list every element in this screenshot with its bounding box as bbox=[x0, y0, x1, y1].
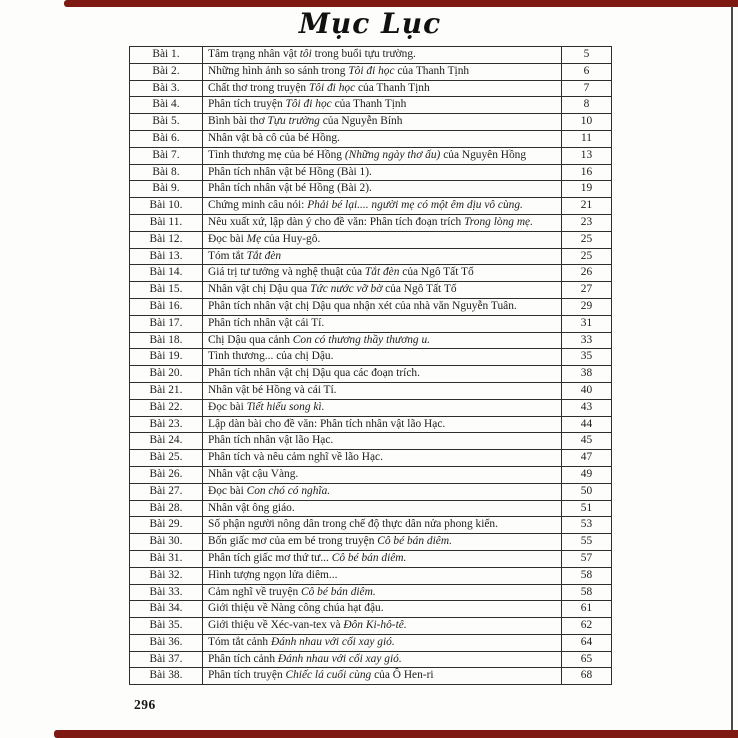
title-text-segment: Tâm trạng nhân vật bbox=[208, 48, 300, 60]
title-text-segment: Đọc bài bbox=[208, 400, 247, 413]
lesson-number: Bài 5. bbox=[130, 114, 203, 131]
table-row bbox=[130, 483, 612, 500]
lesson-title bbox=[203, 282, 562, 299]
title-text-segment: Giới thiệu về Nàng công chúa hạt đậu. bbox=[208, 602, 384, 615]
title-text-segment: Chị Dậu qua cảnh bbox=[208, 333, 293, 346]
lesson-title bbox=[203, 550, 562, 567]
title-italic-segment: Đánh nhau với cối xay gió. bbox=[270, 635, 395, 648]
table-row bbox=[130, 399, 612, 416]
lesson-number: Bài 9. bbox=[130, 181, 203, 198]
lesson-number: Bài 7. bbox=[130, 147, 203, 164]
table-row bbox=[130, 366, 612, 383]
toc-table-body bbox=[130, 47, 612, 685]
table-row bbox=[130, 332, 612, 349]
title-italic-segment: Tắt đèn bbox=[364, 266, 400, 279]
title-text-segment: Cảm nghĩ về truyện bbox=[208, 585, 302, 598]
lesson-title bbox=[203, 483, 562, 500]
title-italic-segment: Tôi đi học bbox=[285, 98, 332, 111]
lesson-title bbox=[203, 164, 562, 181]
page-number: 296 bbox=[134, 697, 156, 713]
table-row bbox=[130, 231, 612, 248]
title-text-segment: của Nguyễn Bính bbox=[319, 115, 403, 128]
title-text-segment: Giá trị tư tưởng và nghệ thuật của bbox=[208, 266, 365, 279]
lesson-number: Bài 18. bbox=[130, 332, 203, 349]
title-text-segment: của Thanh Tịnh bbox=[355, 81, 430, 94]
lesson-title bbox=[203, 80, 562, 97]
title-text-segment: Phân tích truyện bbox=[208, 669, 286, 682]
title-text-segment: Số phận người nông dân trong chế độ thực dân nửa phong kiến. bbox=[208, 518, 498, 531]
lesson-page: 65 bbox=[562, 651, 612, 668]
title-text-segment: của Huy-gô. bbox=[261, 232, 321, 245]
lesson-title bbox=[203, 248, 562, 265]
lesson-number: Bài 21. bbox=[130, 382, 203, 399]
lesson-page: 7 bbox=[562, 80, 612, 97]
title-text-segment: của Thanh Tịnh bbox=[394, 64, 470, 77]
title-italic-segment: Chiếc lá cuối cùng bbox=[285, 669, 372, 682]
lesson-number: Bài 29. bbox=[130, 517, 203, 534]
lesson-page: 10 bbox=[562, 114, 612, 131]
title-italic-segment: Mẹ bbox=[246, 232, 262, 245]
table-row bbox=[130, 651, 612, 668]
lesson-number: Bài 36. bbox=[130, 634, 203, 651]
lesson-page: 51 bbox=[562, 500, 612, 517]
title-text-segment: Tóm tắt bbox=[208, 249, 247, 262]
title-text-segment: Phân tích nhân vật cái Tí. bbox=[208, 316, 325, 329]
lesson-page: 49 bbox=[562, 466, 612, 483]
table-row bbox=[130, 634, 612, 651]
lesson-page: 47 bbox=[562, 450, 612, 467]
lesson-number: Bài 34. bbox=[130, 601, 203, 618]
title-text-segment: Chứng minh câu nói: bbox=[208, 199, 308, 212]
lesson-number: Bài 15. bbox=[130, 282, 203, 299]
table-row bbox=[130, 601, 612, 618]
title-italic-segment: Cô bé bán diêm. bbox=[331, 551, 407, 564]
lesson-number: Bài 13. bbox=[130, 248, 203, 265]
lesson-page: 53 bbox=[562, 517, 612, 534]
lesson-number: Bài 28. bbox=[130, 500, 203, 517]
table-row bbox=[130, 668, 612, 685]
title-text-segment: Đọc bài bbox=[208, 484, 247, 497]
lesson-page: 58 bbox=[562, 584, 612, 601]
title-italic-segment: Con có thương thầy thương u. bbox=[292, 333, 430, 346]
lesson-page: 33 bbox=[562, 332, 612, 349]
lesson-title bbox=[203, 500, 562, 517]
toc-table bbox=[129, 46, 612, 685]
lesson-title bbox=[203, 97, 562, 114]
lesson-number: Bài 22. bbox=[130, 399, 203, 416]
lesson-title bbox=[203, 231, 562, 248]
lesson-number: Bài 14. bbox=[130, 265, 203, 282]
lesson-number: Bài 25. bbox=[130, 450, 203, 467]
book-cover-top-edge bbox=[64, 0, 738, 7]
lesson-title bbox=[203, 130, 562, 147]
lesson-number: Bài 10. bbox=[130, 198, 203, 215]
title-text-segment: trong buổi tựu trường. bbox=[311, 48, 416, 60]
lesson-title bbox=[203, 147, 562, 164]
title-italic-segment: Phải bé lại.... người mẹ có một êm dịu vô cùng. bbox=[307, 199, 523, 212]
title-text-segment: Nhân vật cậu Vàng. bbox=[208, 467, 299, 480]
title-text-segment: Hình tượng ngọn lửa diêm... bbox=[208, 568, 338, 581]
title-italic-segment: Tức nước vỡ bờ bbox=[310, 283, 383, 296]
title-italic-segment: Tắt đèn bbox=[246, 249, 282, 262]
lesson-number: Bài 11. bbox=[130, 214, 203, 231]
lesson-page: 21 bbox=[562, 198, 612, 215]
lesson-title bbox=[203, 618, 562, 635]
lesson-number: Bài 37. bbox=[130, 651, 203, 668]
title-text-segment: của Ngô Tất Tố bbox=[399, 266, 474, 279]
table-row bbox=[130, 248, 612, 265]
lesson-title bbox=[203, 382, 562, 399]
title-text-segment: Bình bài thơ bbox=[208, 115, 268, 128]
lesson-page: 26 bbox=[562, 265, 612, 282]
title-text-segment: của Ngô Tất Tố bbox=[382, 283, 457, 296]
title-italic-segment: Tiết hiếu song kì. bbox=[246, 400, 325, 413]
table-row bbox=[130, 500, 612, 517]
title-italic-segment: Tựu trường bbox=[267, 115, 320, 128]
table-row bbox=[130, 164, 612, 181]
lesson-number: Bài 23. bbox=[130, 416, 203, 433]
lesson-title bbox=[203, 567, 562, 584]
title-text-segment: Lập dàn bài cho đề văn: Phân tích nhân vật lão Hạc. bbox=[208, 417, 446, 430]
title-text-segment: Phân tích truyện bbox=[208, 98, 286, 111]
lesson-title bbox=[203, 534, 562, 551]
lesson-number: Bài 16. bbox=[130, 298, 203, 315]
table-row bbox=[130, 416, 612, 433]
lesson-title bbox=[203, 298, 562, 315]
table-row bbox=[130, 47, 612, 64]
lesson-page: 50 bbox=[562, 483, 612, 500]
table-row bbox=[130, 130, 612, 147]
lesson-page: 61 bbox=[562, 601, 612, 618]
title-italic-segment: Trong lòng mẹ. bbox=[464, 215, 533, 228]
lesson-number: Bài 3. bbox=[130, 80, 203, 97]
lesson-title bbox=[203, 466, 562, 483]
page-title: Mục Lục bbox=[298, 7, 442, 40]
title-text-segment: Phân tích nhân vật chị Dậu qua các đoạn trích. bbox=[208, 367, 420, 380]
title-text-segment: Chất thơ trong truyện bbox=[208, 81, 309, 94]
lesson-number: Bài 17. bbox=[130, 315, 203, 332]
table-row bbox=[130, 382, 612, 399]
table-row bbox=[130, 181, 612, 198]
lesson-number: Bài 24. bbox=[130, 433, 203, 450]
lesson-title bbox=[203, 584, 562, 601]
title-text-segment: Tóm tắt cảnh bbox=[208, 635, 271, 648]
title-text-segment: của Nguyên Hồng bbox=[440, 148, 527, 161]
lesson-number: Bài 30. bbox=[130, 534, 203, 551]
title-text-segment: Phân tích nhân vật lão Hạc. bbox=[208, 434, 334, 447]
lesson-title bbox=[203, 517, 562, 534]
lesson-title bbox=[203, 47, 562, 64]
table-row bbox=[130, 147, 612, 164]
lesson-number: Bài 26. bbox=[130, 466, 203, 483]
lesson-page: 25 bbox=[562, 231, 612, 248]
lesson-page: 6 bbox=[562, 63, 612, 80]
lesson-page: 64 bbox=[562, 634, 612, 651]
title-text-segment: Tình thương mẹ của bé Hồng bbox=[208, 148, 345, 161]
lesson-page: 44 bbox=[562, 416, 612, 433]
title-text-segment: Phân tích và nêu cảm nghĩ về lão Hạc. bbox=[208, 451, 383, 464]
title-text-segment: Nhân vật ông giáo. bbox=[208, 501, 295, 514]
table-row bbox=[130, 534, 612, 551]
table-row bbox=[130, 349, 612, 366]
table-row bbox=[130, 97, 612, 114]
table-row bbox=[130, 298, 612, 315]
table-row bbox=[130, 63, 612, 80]
title-text-segment: Giới thiệu về Xéc-van-tex và bbox=[208, 619, 344, 632]
lesson-title bbox=[203, 315, 562, 332]
title-italic-segment: Con chó có nghĩa. bbox=[246, 484, 331, 497]
lesson-title bbox=[203, 181, 562, 198]
lesson-number: Bài 27. bbox=[130, 483, 203, 500]
table-row bbox=[130, 450, 612, 467]
title-italic-segment: (Những ngày thơ ấu) bbox=[344, 148, 441, 161]
table-row bbox=[130, 265, 612, 282]
title-italic-segment: Tôi đi học bbox=[348, 64, 395, 77]
title-text-segment: Đọc bài bbox=[208, 232, 247, 245]
lesson-page: 8 bbox=[562, 97, 612, 114]
lesson-title bbox=[203, 366, 562, 383]
title-italic-segment: Tôi đi học bbox=[308, 81, 356, 94]
lesson-page: 55 bbox=[562, 534, 612, 551]
title-text-segment: Phân tích cảnh bbox=[208, 652, 278, 665]
title-italic-segment: tôi bbox=[299, 48, 312, 60]
lesson-page: 19 bbox=[562, 181, 612, 198]
lesson-title bbox=[203, 450, 562, 467]
table-row bbox=[130, 282, 612, 299]
title-text-segment: Nhân vật bé Hồng và cái Tí. bbox=[208, 383, 337, 396]
lesson-page: 13 bbox=[562, 147, 612, 164]
lesson-title bbox=[203, 332, 562, 349]
lesson-page: 29 bbox=[562, 298, 612, 315]
lesson-number: Bài 35. bbox=[130, 618, 203, 635]
lesson-number: Bài 20. bbox=[130, 366, 203, 383]
table-row bbox=[130, 214, 612, 231]
lesson-title bbox=[203, 601, 562, 618]
lesson-title bbox=[203, 198, 562, 215]
lesson-page: 40 bbox=[562, 382, 612, 399]
lesson-page: 11 bbox=[562, 130, 612, 147]
table-row bbox=[130, 618, 612, 635]
lesson-title bbox=[203, 433, 562, 450]
lesson-title bbox=[203, 668, 562, 685]
table-row bbox=[130, 114, 612, 131]
table-row bbox=[130, 198, 612, 215]
title-text-segment: của Thanh Tịnh bbox=[331, 98, 407, 111]
lesson-page: 16 bbox=[562, 164, 612, 181]
lesson-title bbox=[203, 214, 562, 231]
title-text-segment: Nhân vật bà cô của bé Hồng. bbox=[208, 131, 340, 144]
table-row bbox=[130, 517, 612, 534]
title-italic-segment: Đánh nhau với cối xay gió. bbox=[277, 652, 402, 665]
lesson-title bbox=[203, 265, 562, 282]
title-text-segment: Phân tích giấc mơ thứ tư... bbox=[208, 551, 332, 564]
title-text-segment: Phân tích nhân vật chị Dậu qua nhận xét của nhà văn Nguyễn Tuân. bbox=[208, 299, 517, 312]
lesson-page: 62 bbox=[562, 618, 612, 635]
lesson-number: Bài 38. bbox=[130, 668, 203, 685]
lesson-page: 58 bbox=[562, 567, 612, 584]
lesson-page: 38 bbox=[562, 366, 612, 383]
table-row bbox=[130, 466, 612, 483]
lesson-title bbox=[203, 634, 562, 651]
lesson-page: 43 bbox=[562, 399, 612, 416]
lesson-number: Bài 33. bbox=[130, 584, 203, 601]
lesson-page: 68 bbox=[562, 668, 612, 685]
page-edge-line bbox=[731, 6, 734, 730]
table-row bbox=[130, 433, 612, 450]
lesson-title bbox=[203, 416, 562, 433]
lesson-page: 25 bbox=[562, 248, 612, 265]
lesson-number: Bài 4. bbox=[130, 97, 203, 114]
lesson-number: Bài 6. bbox=[130, 130, 203, 147]
lesson-number: Bài 12. bbox=[130, 231, 203, 248]
lesson-page: 23 bbox=[562, 214, 612, 231]
lesson-number: Bài 1. bbox=[130, 47, 203, 64]
title-text-segment: Tình thương... của chị Dậu. bbox=[208, 350, 334, 363]
title-text-segment: Bốn giấc mơ của em bé trong truyện bbox=[208, 535, 378, 548]
lesson-title bbox=[203, 651, 562, 668]
lesson-page: 5 bbox=[562, 47, 612, 64]
title-text-segment: Phân tích nhân vật bé Hồng (Bài 1). bbox=[208, 165, 372, 178]
title-text-segment: Nêu xuất xứ, lập dàn ý cho đề văn: Phân tích đoạn trích bbox=[208, 215, 465, 228]
table-row bbox=[130, 567, 612, 584]
lesson-number: Bài 32. bbox=[130, 567, 203, 584]
title-text-segment: Nhân vật chị Dậu qua bbox=[208, 283, 311, 296]
lesson-page: 35 bbox=[562, 349, 612, 366]
lesson-title bbox=[203, 63, 562, 80]
lesson-page: 31 bbox=[562, 315, 612, 332]
table-row bbox=[130, 315, 612, 332]
lesson-number: Bài 8. bbox=[130, 164, 203, 181]
book-cover-bottom-edge bbox=[54, 730, 738, 738]
table-row bbox=[130, 80, 612, 97]
title-text-segment: của Ô Hen-ri bbox=[371, 669, 434, 682]
lesson-number: Bài 31. bbox=[130, 550, 203, 567]
lesson-page: 27 bbox=[562, 282, 612, 299]
lesson-number: Bài 19. bbox=[130, 349, 203, 366]
lesson-title bbox=[203, 349, 562, 366]
lesson-page: 45 bbox=[562, 433, 612, 450]
lesson-title bbox=[203, 114, 562, 131]
title-text-segment: Những hình ảnh so sánh trong bbox=[208, 64, 349, 77]
table-row bbox=[130, 550, 612, 567]
lesson-page: 57 bbox=[562, 550, 612, 567]
title-italic-segment: Cô bé bán diêm. bbox=[377, 535, 452, 548]
table-row bbox=[130, 584, 612, 601]
title-text-segment: Phân tích nhân vật bé Hồng (Bài 2). bbox=[208, 182, 372, 195]
title-italic-segment: Cô bé bán diêm. bbox=[301, 585, 376, 598]
lesson-number: Bài 2. bbox=[130, 63, 203, 80]
title-italic-segment: Đôn Ki-hô-tê. bbox=[343, 619, 407, 632]
lesson-title bbox=[203, 399, 562, 416]
